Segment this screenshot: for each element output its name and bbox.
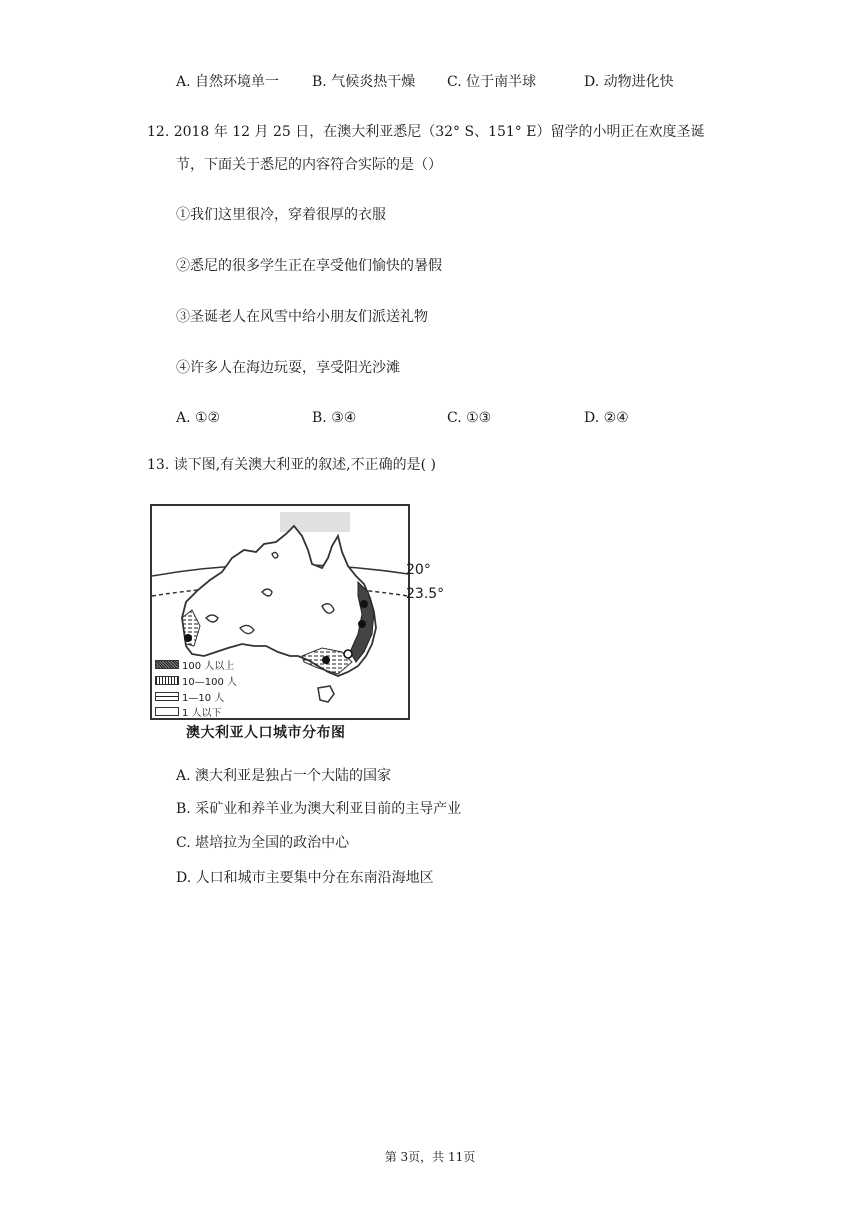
- legend-label: 100 人以上: [182, 660, 235, 672]
- legend-swatch-dashed: [155, 692, 179, 701]
- perth-city-dot: [184, 634, 192, 642]
- q11-option-c: C. 位于南半球: [447, 74, 537, 90]
- lat-label-20: 20°: [406, 562, 431, 578]
- brisbane-city-dot: [360, 600, 368, 608]
- tasmania-outline: [318, 686, 334, 702]
- q12-statement-1: ①我们这里很冷，穿着很厚的衣服: [176, 207, 386, 223]
- q13-stem: 13. 读下图,有关澳大利亚的叙述,不正确的是( ): [147, 457, 436, 473]
- q13-option-c: C. 堪培拉为全国的政治中心: [176, 835, 350, 851]
- lat-label-23-5: 23.5°: [406, 586, 445, 602]
- q11-option-a: A. 自然环境单一: [176, 74, 280, 90]
- legend-label: 1 人以下: [182, 707, 222, 719]
- q13-option-a: A. 澳大利亚是独占一个大陆的国家: [176, 768, 392, 784]
- legend-row-below-1: [155, 705, 222, 717]
- q12-statement-2: ②悉尼的很多学生正在享受他们愉快的暑假: [176, 258, 442, 274]
- map-caption: 澳大利亚人口城市分布图: [186, 725, 346, 741]
- legend-label: 10—100 人: [182, 676, 237, 688]
- legend-swatch-dense: [155, 660, 179, 669]
- legend-swatch-blank: [155, 707, 179, 716]
- legend-row-100-plus: [155, 658, 234, 670]
- sydney-city-dot: [358, 620, 366, 628]
- canberra-city-dot: [344, 650, 352, 658]
- q12-option-a: A. ①②: [176, 410, 221, 426]
- q12-stem-line2: 节，下面关于悉尼的内容符合实际的是（）: [176, 157, 442, 173]
- q13-option-b: B. 采矿业和养羊业为澳大利亚目前的主导产业: [176, 801, 462, 817]
- q12-option-c: C. ①③: [447, 410, 492, 426]
- q12-statement-3: ③圣诞老人在风雪中给小朋友们派送礼物: [176, 309, 428, 325]
- q12-option-d: D. ②④: [584, 410, 629, 426]
- legend-row-10-100: [155, 674, 237, 686]
- legend-label: 1—10 人: [182, 692, 225, 704]
- legend-swatch-vertical: [155, 676, 179, 685]
- q12-stem-line1: 12. 2018 年 12 月 25 日，在澳大利亚悉尼（32° S、151° E）留学的小明正在欢度圣诞: [147, 124, 705, 140]
- q12-option-b: B. ③④: [312, 410, 357, 426]
- legend-row-1-10: [155, 690, 224, 702]
- page-footer: 第 3页，共 11页: [384, 1150, 476, 1164]
- q12-statement-4: ④许多人在海边玩耍，享受阳光沙滩: [176, 360, 400, 376]
- melbourne-city-dot: [322, 656, 330, 664]
- q11-option-d: D. 动物进化快: [584, 74, 674, 90]
- australia-population-map: [150, 504, 445, 720]
- q13-option-d: D. 人口和城市主要集中分在东南沿海地区: [176, 870, 434, 886]
- q11-option-b: B. 气候炎热干燥: [312, 74, 416, 90]
